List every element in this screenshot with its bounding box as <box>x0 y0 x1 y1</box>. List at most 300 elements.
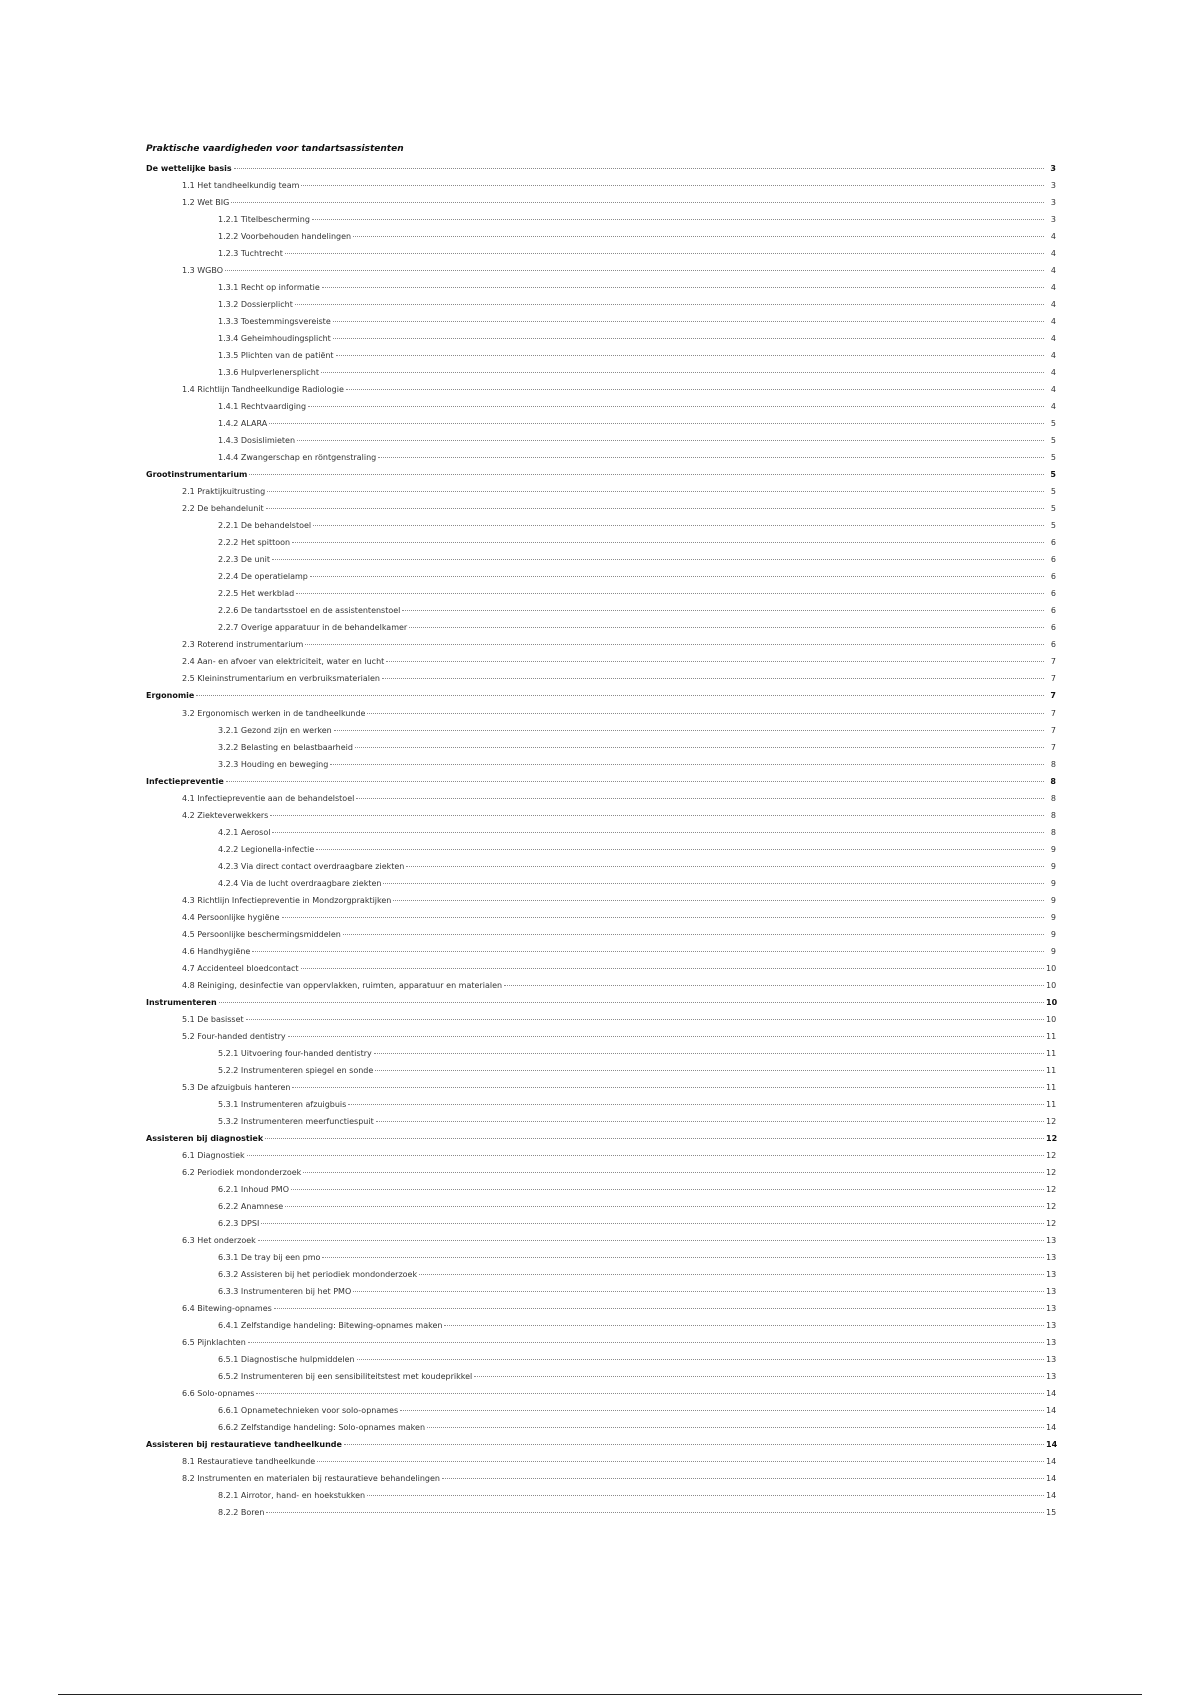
toc-page-number: 4 <box>1050 232 1056 242</box>
toc-page-number: 8 <box>1050 776 1056 786</box>
toc-entry-label: 5.3.2 Instrumenteren meerfunctiespuit <box>218 1116 374 1126</box>
toc-dot-leader <box>343 933 1044 935</box>
toc-section-entry[interactable] <box>182 1470 1056 1487</box>
toc-subsection-entry[interactable] <box>218 1368 1056 1385</box>
toc-page-number: 14 <box>1046 1389 1057 1399</box>
toc-entry-label: Assisteren bij restauratieve tandheelkunde <box>146 1440 342 1450</box>
toc-subsection-entry[interactable] <box>218 517 1056 534</box>
toc-page-number: 6 <box>1050 555 1056 565</box>
toc-page-number: 5 <box>1050 436 1056 446</box>
toc-page-number: 5 <box>1050 453 1056 463</box>
toc-dot-leader <box>367 712 1044 714</box>
toc-dot-leader <box>322 1256 1044 1258</box>
toc-dot-leader <box>442 1477 1044 1479</box>
toc-section-entry[interactable] <box>182 892 1056 909</box>
toc-section-entry[interactable] <box>182 483 1056 500</box>
toc-subsection-entry[interactable] <box>218 1198 1056 1215</box>
toc-subsection-entry[interactable] <box>218 398 1056 415</box>
toc-page-number: 9 <box>1050 844 1056 854</box>
toc-page-number: 5 <box>1050 419 1056 429</box>
toc-dot-leader <box>305 643 1044 645</box>
toc-page-number: 13 <box>1046 1287 1057 1297</box>
toc-subsection-entry[interactable] <box>218 364 1056 381</box>
toc-chapter-entry[interactable] <box>146 466 1056 483</box>
toc-dot-leader <box>248 1341 1044 1343</box>
toc-page-number: 11 <box>1046 1065 1057 1075</box>
toc-chapter-entry[interactable] <box>146 1436 1056 1453</box>
toc-section-entry[interactable] <box>182 1385 1056 1402</box>
toc-dot-leader <box>261 1222 1044 1224</box>
toc-section-entry[interactable] <box>182 943 1056 960</box>
toc-subsection-entry[interactable] <box>218 347 1056 364</box>
toc-dot-leader <box>296 592 1044 594</box>
toc-subsection-entry[interactable] <box>218 585 1056 602</box>
toc-page-number: 12 <box>1046 1150 1057 1160</box>
toc-subsection-entry[interactable] <box>218 1181 1056 1198</box>
toc-subsection-entry[interactable] <box>218 1266 1056 1283</box>
toc-section-entry[interactable] <box>182 1028 1056 1045</box>
toc-section-entry[interactable] <box>182 1164 1056 1181</box>
toc-entry-label: 6.3.1 De tray bij een pmo <box>218 1253 321 1262</box>
toc-page-number: 3 <box>1050 215 1056 225</box>
toc-page-number: 12 <box>1046 1201 1057 1211</box>
toc-dot-leader <box>316 848 1044 850</box>
toc-dot-leader <box>292 541 1044 543</box>
toc-entry-label: 3.2 Ergonomisch werken in de tandheelkunde <box>182 708 366 718</box>
toc-dot-leader <box>272 558 1044 560</box>
toc-dot-leader <box>288 1035 1044 1037</box>
toc-entry-label: 8.2.1 Airrotor, hand- en hoekstukken <box>218 1491 366 1501</box>
toc-dot-leader <box>285 1205 1044 1207</box>
toc-dot-leader <box>333 337 1044 339</box>
toc-page-number: 14 <box>1046 1440 1058 1450</box>
toc-page-number: 13 <box>1046 1372 1057 1382</box>
toc-dot-leader <box>357 1358 1044 1360</box>
toc-page-number: 14 <box>1046 1474 1057 1484</box>
toc-section-entry[interactable] <box>182 1334 1056 1351</box>
toc-page-number: 13 <box>1046 1355 1057 1365</box>
toc-entry-label: 1.4.3 Dosislimieten <box>218 436 296 446</box>
toc-subsection-entry[interactable] <box>218 602 1056 619</box>
toc-dot-leader <box>266 507 1044 509</box>
toc-dot-leader <box>301 184 1044 186</box>
toc-subsection-entry[interactable] <box>218 211 1056 228</box>
toc-dot-leader <box>266 1511 1044 1513</box>
toc-page-number: 14 <box>1046 1406 1057 1416</box>
toc-page-number: 13 <box>1046 1253 1057 1262</box>
toc-page-number: 9 <box>1050 912 1056 922</box>
toc-dot-leader <box>272 831 1044 833</box>
toc-subsection-entry[interactable] <box>218 739 1056 756</box>
toc-subsection-entry[interactable] <box>218 1419 1056 1436</box>
toc-entry-label: 4.1 Infectiepreventie aan de behandelstoel <box>182 793 355 803</box>
footer-rule <box>58 1694 1142 1695</box>
toc-page-number: 8 <box>1050 810 1056 820</box>
toc-entry-label: 8.2 Instrumenten en materialen bij restauratieve behandelingen <box>182 1474 440 1484</box>
toc-dot-leader <box>226 780 1044 782</box>
toc-section-entry[interactable] <box>182 807 1056 824</box>
toc-page-number: 4 <box>1050 351 1056 361</box>
toc-entry-label: 4.2.4 Via de lucht overdraagbare ziekten <box>218 878 382 888</box>
toc-dot-leader <box>376 1120 1044 1122</box>
toc-dot-leader <box>295 303 1044 305</box>
toc-entry-label: 2.1 Praktijkuitrusting <box>182 487 266 497</box>
toc-entry-label: 4.2 Ziekteverwekkers <box>182 810 269 820</box>
toc-section-entry[interactable] <box>182 262 1056 279</box>
toc-chapter-entry[interactable] <box>146 773 1056 790</box>
toc-page-number: 9 <box>1050 929 1056 939</box>
toc-entry-label: 1.3.2 Dossierplicht <box>218 300 293 310</box>
toc-entry-label: 5.3 De afzuigbuis hanteren <box>182 1082 291 1092</box>
toc-entry-label: 4.2.1 Aerosol <box>218 827 271 837</box>
toc-entry-label: 6.1 Diagnostiek <box>182 1150 245 1160</box>
toc-dot-leader <box>406 865 1044 867</box>
toc-section-entry[interactable] <box>182 960 1056 977</box>
toc-entry-label: 1.4.1 Rechtvaardiging <box>218 402 307 412</box>
toc-page-number: 8 <box>1050 759 1056 769</box>
toc-entry-label: 6.6.1 Opnametechnieken voor solo-opnames <box>218 1406 399 1416</box>
toc-page-number: 10 <box>1046 1014 1057 1024</box>
toc-subsection-entry[interactable] <box>218 619 1056 636</box>
toc-subsection-entry[interactable] <box>218 756 1056 773</box>
toc-dot-leader <box>258 1239 1044 1241</box>
toc-page-number: 3 <box>1050 198 1056 208</box>
toc-entry-label: 4.6 Handhygiëne <box>182 946 251 956</box>
toc-section-entry[interactable] <box>182 1147 1056 1164</box>
toc-page-number: 11 <box>1046 1031 1057 1041</box>
toc-entry-label: 2.2.3 De unit <box>218 555 271 565</box>
toc-subsection-entry[interactable] <box>218 1045 1056 1062</box>
toc-section-entry[interactable] <box>182 790 1056 807</box>
toc-page-number: 9 <box>1050 946 1056 956</box>
toc-chapter-entry[interactable] <box>146 1130 1056 1147</box>
toc-entry-label: 2.2 De behandelunit <box>182 504 264 514</box>
toc-entry-label: 6.3.2 Assisteren bij het periodiek mondonderzoek <box>218 1270 418 1280</box>
toc-entry-label: 8.1 Restauratieve tandheelkunde <box>182 1457 316 1467</box>
toc-page-number: 12 <box>1046 1167 1057 1177</box>
toc-entry-label: 6.4 Bitewing-opnames <box>182 1304 272 1314</box>
toc-page-number: 12 <box>1046 1116 1057 1126</box>
toc-page-number: 4 <box>1050 283 1056 293</box>
toc-section-entry[interactable] <box>182 177 1056 194</box>
toc-page-number: 7 <box>1050 742 1056 752</box>
toc-entry-label: 1.3.5 Plichten van de patiënt <box>218 351 334 361</box>
toc-entry-label: 8.2.2 Boren <box>218 1508 265 1518</box>
toc-entry-label: 1.3.4 Geheimhoudingsplicht <box>218 334 331 344</box>
toc-dot-leader <box>308 405 1044 407</box>
toc-section-entry[interactable] <box>182 194 1056 211</box>
toc-entry-label: 6.5.1 Diagnostische hulpmiddelen <box>218 1355 355 1365</box>
toc-page-number: 13 <box>1046 1321 1057 1331</box>
toc-entry-label: 5.1 De basisset <box>182 1014 244 1024</box>
toc-dot-leader <box>291 1188 1044 1190</box>
toc-entry-label: 1.4.4 Zwangerschap en röntgenstraling <box>218 453 377 463</box>
toc-subsection-entry[interactable] <box>218 1317 1056 1334</box>
toc-dot-leader <box>356 797 1044 799</box>
toc-page-number: 4 <box>1050 368 1056 378</box>
toc-subsection-entry[interactable] <box>218 1096 1056 1113</box>
toc-entry-label: 1.4.2 ALARA <box>218 419 268 429</box>
toc-page-number: 4 <box>1050 402 1056 412</box>
toc-page-number: 4 <box>1050 334 1056 344</box>
table-of-contents <box>0 160 1200 1521</box>
toc-entry-label: 5.2 Four-handed dentistry <box>182 1031 286 1041</box>
toc-entry-label: 6.3 Het onderzoek <box>182 1235 256 1245</box>
toc-section-entry[interactable] <box>182 500 1056 517</box>
toc-entry-label: 6.2.1 Inhoud PMO <box>218 1184 290 1194</box>
toc-subsection-entry[interactable] <box>218 858 1056 875</box>
toc-dot-leader <box>419 1273 1044 1275</box>
toc-entry-label: 1.3.6 Hulpverlenersplicht <box>218 368 319 378</box>
toc-dot-leader <box>504 984 1044 986</box>
toc-page-number: 4 <box>1050 300 1056 310</box>
toc-entry-label: 4.3 Richtlijn Infectiepreventie in Mondzorgpraktijken <box>182 895 392 905</box>
toc-entry-label: 4.5 Persoonlijke beschermingsmiddelen <box>182 929 341 939</box>
toc-dot-leader <box>252 950 1044 952</box>
toc-dot-leader <box>333 320 1044 322</box>
toc-page-number: 6 <box>1050 623 1056 633</box>
toc-entry-label: 4.7 Accidenteel bloedcontact <box>182 963 299 973</box>
toc-dot-leader <box>274 1307 1044 1309</box>
toc-entry-label: 6.2.2 Anamnese <box>218 1201 284 1211</box>
toc-entry-label: 6.6.2 Zelfstandige handeling: Solo-opnames maken <box>218 1423 426 1433</box>
toc-section-entry[interactable] <box>182 1232 1056 1249</box>
toc-dot-leader <box>353 1290 1044 1292</box>
toc-dot-leader <box>374 1052 1044 1054</box>
toc-subsection-entry[interactable] <box>218 330 1056 347</box>
toc-entry-label: 1.1 Het tandheelkundig team <box>182 181 300 191</box>
toc-page-number: 9 <box>1050 878 1056 888</box>
toc-dot-leader <box>393 899 1044 901</box>
toc-entry-label: Infectiepreventie <box>146 776 224 786</box>
toc-subsection-entry[interactable] <box>218 279 1056 296</box>
toc-page-number: 10 <box>1046 963 1057 973</box>
toc-dot-leader <box>310 575 1044 577</box>
toc-subsection-entry[interactable] <box>218 1215 1056 1232</box>
toc-dot-leader <box>196 694 1044 696</box>
toc-page-number: 11 <box>1046 1048 1057 1058</box>
toc-dot-leader <box>219 1001 1044 1003</box>
toc-subsection-entry[interactable] <box>218 1402 1056 1419</box>
toc-entry-label: 6.4.1 Zelfstandige handeling: Bitewing-opnames maken <box>218 1321 443 1331</box>
toc-subsection-entry[interactable] <box>218 1351 1056 1368</box>
toc-dot-leader <box>400 1409 1044 1411</box>
toc-entry-label: 3.2.1 Gezond zijn en werken <box>218 725 332 735</box>
toc-entry-label: 1.2.3 Tuchtrecht <box>218 249 283 259</box>
toc-dot-leader <box>367 1494 1044 1496</box>
toc-dot-leader <box>225 269 1044 271</box>
toc-page-number: 5 <box>1050 504 1056 514</box>
toc-page-number: 11 <box>1046 1099 1057 1109</box>
toc-page-number: 12 <box>1046 1184 1057 1194</box>
toc-page-number: 7 <box>1050 691 1056 701</box>
toc-page-number: 7 <box>1050 708 1056 718</box>
toc-page-number: 11 <box>1046 1082 1057 1092</box>
toc-entry-label: 4.4 Persoonlijke hygiëne <box>182 912 280 922</box>
toc-subsection-entry[interactable] <box>218 415 1056 432</box>
toc-entry-label: 1.3 WGBO <box>182 266 224 276</box>
toc-page-number: 7 <box>1050 674 1056 684</box>
toc-dot-leader <box>444 1324 1044 1326</box>
toc-section-entry[interactable] <box>182 705 1056 722</box>
toc-dot-leader <box>313 524 1044 526</box>
toc-dot-leader <box>322 286 1044 288</box>
toc-subsection-entry[interactable] <box>218 722 1056 739</box>
toc-subsection-entry[interactable] <box>218 568 1056 585</box>
toc-page-number: 6 <box>1050 589 1056 599</box>
toc-entry-label: 2.5 Kleininstrumentarium en verbruiksmaterialen <box>182 674 380 684</box>
toc-section-entry[interactable] <box>182 909 1056 926</box>
toc-section-entry[interactable] <box>182 636 1056 653</box>
toc-dot-leader <box>336 354 1044 356</box>
toc-dot-leader <box>282 916 1044 918</box>
toc-entry-label: 2.2.7 Overige apparatuur in de behandelkamer <box>218 623 408 633</box>
toc-entry-label: 1.2 Wet BIG <box>182 198 230 208</box>
toc-entry-label: Instrumenteren <box>146 997 217 1007</box>
toc-page-number: 8 <box>1050 827 1056 837</box>
toc-page-number: 12 <box>1046 1218 1057 1228</box>
toc-dot-leader <box>297 439 1044 441</box>
toc-entry-label: 1.4 Richtlijn Tandheelkundige Radiologie <box>182 385 344 395</box>
toc-page-number: 4 <box>1050 266 1056 276</box>
toc-dot-leader <box>378 456 1044 458</box>
toc-page-number: 9 <box>1050 895 1056 905</box>
toc-page-number: 7 <box>1050 657 1056 667</box>
toc-dot-leader <box>344 1443 1044 1445</box>
toc-entry-label: 1.2.2 Voorbehouden handelingen <box>218 232 352 242</box>
toc-entry-label: Assisteren bij diagnostiek <box>146 1133 264 1143</box>
toc-page-number: 13 <box>1046 1270 1057 1280</box>
toc-subsection-entry[interactable] <box>218 1249 1056 1266</box>
toc-entry-label: 2.2.4 De operatielamp <box>218 572 308 582</box>
toc-entry-label: 6.2 Periodiek mondonderzoek <box>182 1167 302 1177</box>
toc-section-entry[interactable] <box>182 1453 1056 1470</box>
toc-page-number: 6 <box>1050 606 1056 616</box>
toc-page-number: 6 <box>1050 572 1056 582</box>
toc-subsection-entry[interactable] <box>218 296 1056 313</box>
toc-dot-leader <box>317 1460 1044 1462</box>
toc-dot-leader <box>269 422 1044 424</box>
toc-chapter-entry[interactable] <box>146 994 1056 1011</box>
toc-dot-leader <box>409 626 1044 628</box>
toc-subsection-entry[interactable] <box>218 1113 1056 1130</box>
toc-subsection-entry[interactable] <box>218 875 1056 892</box>
toc-page-number: 14 <box>1046 1423 1057 1433</box>
toc-entry-label: 6.5.2 Instrumenteren bij een sensibiliteitstest met koudeprikkel <box>218 1372 473 1382</box>
toc-subsection-entry[interactable] <box>218 824 1056 841</box>
toc-subsection-entry[interactable] <box>218 1283 1056 1300</box>
toc-dot-leader <box>375 1069 1044 1071</box>
toc-entry-label: 2.2.2 Het spittoon <box>218 538 291 548</box>
toc-dot-leader <box>303 1171 1044 1173</box>
toc-page-number: 14 <box>1046 1491 1057 1501</box>
toc-section-entry[interactable] <box>182 1079 1056 1096</box>
toc-page-number: 3 <box>1050 181 1056 191</box>
toc-entry-label: 5.2.2 Instrumenteren spiegel en sonde <box>218 1065 374 1075</box>
toc-page-number: 5 <box>1050 521 1056 531</box>
toc-dot-leader <box>427 1426 1044 1428</box>
toc-chapter-entry[interactable] <box>146 687 1056 704</box>
toc-entry-label: 6.3.3 Instrumenteren bij het PMO <box>218 1287 352 1297</box>
toc-dot-leader <box>301 967 1044 969</box>
toc-page-number: 4 <box>1050 249 1056 259</box>
toc-section-entry[interactable] <box>182 670 1056 687</box>
toc-entry-label: 2.2.5 Het werkblad <box>218 589 295 599</box>
toc-subsection-entry[interactable] <box>218 1487 1056 1504</box>
toc-subsection-entry[interactable] <box>218 228 1056 245</box>
toc-entry-label: 5.2.1 Uitvoering four-handed dentistry <box>218 1048 372 1058</box>
toc-dot-leader <box>292 1086 1044 1088</box>
toc-entry-label: De wettelijke basis <box>146 164 232 173</box>
toc-subsection-entry[interactable] <box>218 245 1056 262</box>
toc-subsection-entry[interactable] <box>218 449 1056 466</box>
toc-dot-leader <box>321 371 1044 373</box>
toc-section-entry[interactable] <box>182 1300 1056 1317</box>
toc-dot-leader <box>247 1154 1044 1156</box>
toc-entry-label: 6.5 Pijnklachten <box>182 1338 246 1348</box>
toc-dot-leader <box>402 609 1044 611</box>
toc-section-entry[interactable] <box>182 977 1056 994</box>
toc-dot-leader <box>312 218 1044 220</box>
toc-page-number: 15 <box>1046 1508 1057 1518</box>
toc-dot-leader <box>334 729 1044 731</box>
toc-chapter-entry[interactable] <box>146 160 1056 177</box>
document-title: Praktische vaardigheden voor tandartsassistenten <box>146 144 404 154</box>
toc-entry-label: 2.3 Roterend instrumentarium <box>182 640 304 650</box>
toc-subsection-entry[interactable] <box>218 1062 1056 1079</box>
toc-dot-leader <box>348 1103 1044 1105</box>
toc-section-entry[interactable] <box>182 381 1056 398</box>
toc-dot-leader <box>386 660 1044 662</box>
toc-subsection-entry[interactable] <box>218 534 1056 551</box>
toc-entry-label: 5.3.1 Instrumenteren afzuigbuis <box>218 1099 347 1109</box>
toc-subsection-entry[interactable] <box>218 551 1056 568</box>
toc-entry-label: 6.6 Solo-opnames <box>182 1389 255 1399</box>
toc-page-number: 13 <box>1046 1338 1057 1348</box>
toc-page-number: 12 <box>1046 1133 1058 1143</box>
toc-entry-label: 2.2.6 De tandartsstoel en de assistentenstoel <box>218 606 401 616</box>
toc-dot-leader <box>249 473 1044 475</box>
toc-dot-leader <box>265 1137 1044 1139</box>
toc-subsection-entry[interactable] <box>218 841 1056 858</box>
toc-page-number: 6 <box>1050 640 1056 650</box>
toc-entry-label: 3.2.2 Belasting en belastbaarheid <box>218 742 353 752</box>
toc-dot-leader <box>246 1018 1044 1020</box>
toc-subsection-entry[interactable] <box>218 313 1056 330</box>
toc-dot-leader <box>330 763 1044 765</box>
toc-section-entry[interactable] <box>182 653 1056 670</box>
toc-subsection-entry[interactable] <box>218 1504 1056 1521</box>
toc-page-number: 8 <box>1050 793 1056 803</box>
toc-page-number: 7 <box>1050 725 1056 735</box>
toc-entry-label: 4.2.2 Legionella-infectie <box>218 844 315 854</box>
toc-entry-label: 1.2.1 Titelbescherming <box>218 215 310 225</box>
toc-entry-label: 2.2.1 De behandelstoel <box>218 521 312 531</box>
toc-dot-leader <box>270 814 1044 816</box>
toc-section-entry[interactable] <box>182 1011 1056 1028</box>
toc-section-entry[interactable] <box>182 926 1056 943</box>
toc-page-number: 10 <box>1046 980 1057 990</box>
toc-page-number: 13 <box>1046 1304 1057 1314</box>
toc-entry-label: 4.2.3 Via direct contact overdraagbare ziekten <box>218 861 405 871</box>
toc-entry-label: 3.2.3 Houding en beweging <box>218 759 329 769</box>
toc-entry-label: 1.3.1 Recht op informatie <box>218 283 320 293</box>
toc-subsection-entry[interactable] <box>218 432 1056 449</box>
toc-dot-leader <box>474 1375 1044 1377</box>
toc-entry-label: Grootinstrumentarium <box>146 470 248 480</box>
toc-page-number: 4 <box>1050 385 1056 395</box>
toc-page-number: 5 <box>1050 470 1056 480</box>
